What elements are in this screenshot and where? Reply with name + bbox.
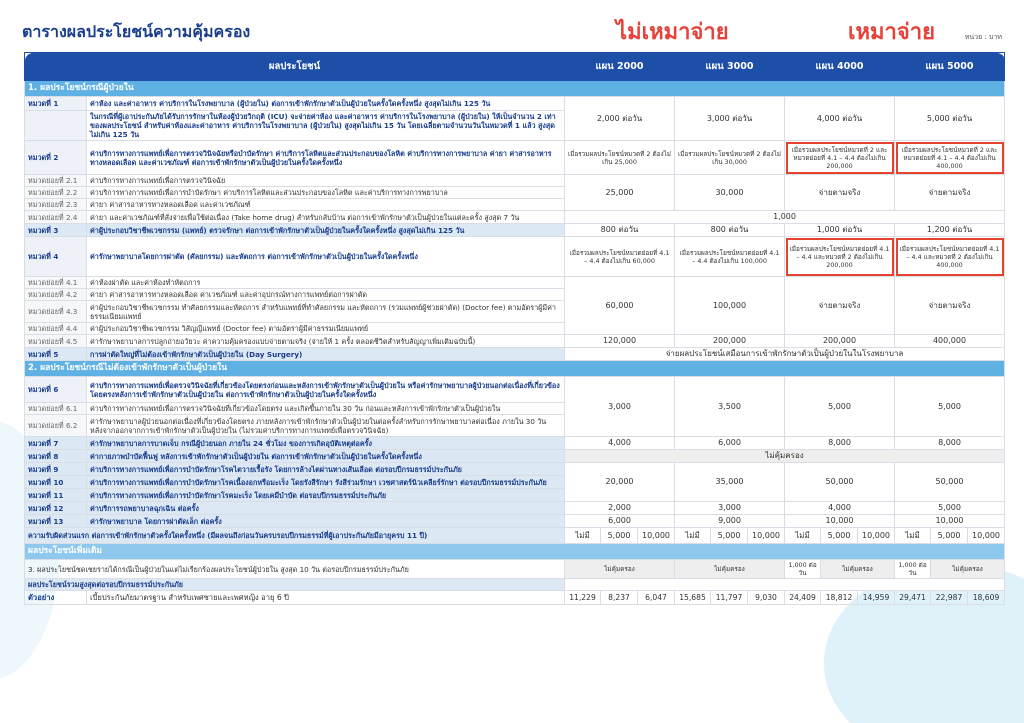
cell-value: 120,000: [565, 335, 675, 348]
cell-value: 5,000: [931, 528, 968, 544]
cell-value: 10,000: [748, 528, 785, 544]
cell-value: ไม่มี: [675, 528, 711, 544]
row-desc: ค่าบริการทางการแพทย์เพื่อการบำบัดรักษาโรคไตวายเรื้อรัง โดยการล้างไตผ่านทางเส้นเลือด ต่อรอบปีกรมธรรม์ประกันภัย: [87, 463, 565, 476]
table-row: [25, 377, 1005, 403]
cell-value: 5,000: [785, 377, 895, 437]
cell-value: เมื่อรวมผลประโยชน์หมวดย่อยที่ 4.1 – 4.4 และหมวดที่ 2 ต้องไม่เกิน 400,000: [895, 237, 1005, 277]
row-code: หมวดย่อยที่ 4.4: [25, 323, 87, 335]
cell-value: 1,000 ต่อวัน: [785, 560, 821, 579]
cell-value: 8,000: [785, 437, 895, 450]
row-desc: ค่าบริการรถพยาบาลฉุกเฉิน ต่อครั้ง: [87, 502, 565, 515]
row-desc: ค่าบริการทางการแพทย์เพื่อตรวจวินิจฉัยที่เกี่ยวข้องโดยตรงก่อนและหลังการเข้าพักรักษาตัวเป็นผู้ป่วยใน หรือค่ารักษาพยาบาลผู้ป่วยนอกต่อเนื่องที่เกี่ยวข้องโดยตรงหลังการเข้าพักรักษาตัวเป็นผู้ป่วยใน ต่อการเข้าพักรักษาตัวเป็นผู้ป่วยในครั้งใดครั้งหนึ่ง: [87, 377, 565, 403]
cell-value: 3,000 ต่อวัน: [675, 97, 785, 141]
row-code: หมวดย่อยที่ 4.5: [25, 335, 87, 348]
plan-header: แผน 2000: [565, 53, 675, 81]
cell-value: 5,000: [895, 502, 1005, 515]
table-header-row: [25, 53, 1005, 81]
cell-value: 100,000: [675, 277, 785, 335]
cell-value: 60,000: [565, 277, 675, 335]
table-row: [25, 579, 1005, 591]
cell-value: 10,000: [968, 528, 1005, 544]
premium-value: 24,409: [785, 591, 821, 605]
benefit-header: ผลประโยชน์: [25, 53, 565, 81]
cell-value: เมื่อรวมผลประโยชน์หมวดที่ 2 และหมวดย่อยที่ 4.1 – 4.4 ต้องไม่เกิน 400,000: [895, 141, 1005, 175]
cell-value: เมื่อรวมผลประโยชน์หมวดย่อยที่ 4.1 – 4.4 ต้องไม่เกิน 100,000: [675, 237, 785, 277]
cell-value: 8,000: [895, 437, 1005, 450]
row-code: หมวดที่ 10: [25, 476, 87, 489]
premium-value: 22,987: [931, 591, 968, 605]
premium-value: 11,229: [565, 591, 601, 605]
section-title: 1. ผลประโยชน์กรณีผู้ป่วยใน: [25, 81, 1005, 97]
cell-value: 1,000 ต่อวัน: [785, 224, 895, 237]
table-row: [25, 277, 1005, 289]
premium-value: 11,797: [711, 591, 748, 605]
benefit-table: [24, 52, 1005, 605]
cell-value: ไม่คุ้มครอง: [821, 560, 895, 579]
table-row: [25, 560, 1005, 579]
row-desc: ค่าบริการทางการแพทย์เพื่อการตรวจวินิจฉัยที่เกี่ยวข้องโดยตรง และเกิดขึ้นภายใน 30 วัน ก่อนและหลังการเข้าพักรักษาตัวเป็นผู้ป่วยใน: [87, 403, 565, 415]
example-row: [25, 591, 1005, 605]
table-row: [25, 237, 1005, 277]
cell-value: จ่ายตามจริง: [895, 277, 1005, 335]
cell-value: ไม่คุ้มครอง: [931, 560, 1005, 579]
table-row: [25, 463, 1005, 476]
row-code: หมวดที่ 1: [25, 97, 87, 111]
premium-value: 14,959: [858, 591, 895, 605]
row-code: หมวดย่อยที่ 6.1: [25, 403, 87, 415]
cell-value: จ่ายตามจริง: [785, 175, 895, 211]
row-desc: ผลประโยชน์รวมสูงสุดต่อรอบปีกรมธรรม์ประกันภัย: [25, 579, 565, 591]
section-row: [25, 81, 1005, 97]
row-desc: ค่าผู้ประกอบวิชาชีพเวชกรรม วิสัญญีแพทย์ (Doctor fee) ตามอัตราผู้มีค่าธรรมเนียมแพทย์: [87, 323, 565, 335]
row-desc: ค่าห้อง และค่าอาหาร ค่าบริการในโรงพยาบาล (ผู้ป่วยใน) ต่อการเข้าพักรักษาตัวเป็นผู้ป่วยในครั้งใดครั้งหนึ่ง สูงสุดไม่เกิน 125 วัน: [87, 97, 565, 111]
row-desc: 3. ผลประโยชน์ชดเชยรายได้กรณีเป็นผู้ป่วยในแต่ไม่เรียกร้องผลประโยชน์ผู้ป่วยใน สูงสุด 10 วัน ต่อรอบปีกรมธรรม์ประกันภัย: [25, 560, 565, 579]
row-desc: ค่ารักษาพยาบาลโดยการผ่าตัด (ศัลยกรรม) และหัตถการ ต่อการเข้าพักรักษาตัวเป็นผู้ป่วยในครั้งใดครั้งหนึ่ง: [87, 237, 565, 277]
row-desc: ค่ายา และค่าเวชภัณฑ์ที่สั่งจ่ายเพื่อใช้ต่อเนื่อง (Take home drug) สำหรับกลับบ้าน ต่อการเข้าพักรักษาตัวเป็นผู้ป่วยในแต่ละครั้ง สูงสุด 7 วัน: [87, 211, 565, 224]
row-code: หมวดย่อยที่ 2.4: [25, 211, 87, 224]
cell-value: ไม่มี: [895, 528, 931, 544]
row-code: หมวดย่อยที่ 4.2: [25, 289, 87, 301]
row-desc: ค่ารักษาพยาบาลการบาดเจ็บ กรณีผู้ป่วยนอก ภายใน 24 ชั่วโมง ของการเกิดอุบัติเหตุต่อครั้ง: [87, 437, 565, 450]
table-row: [25, 515, 1005, 528]
row-code: หมวดย่อยที่ 2.3: [25, 199, 87, 211]
row-code: หมวดที่ 12: [25, 502, 87, 515]
cell-value: 10,000: [785, 515, 895, 528]
cell-value: 1,000 ต่อวัน: [895, 560, 931, 579]
cell-value: 3,000: [675, 502, 785, 515]
cell-value: 30,000: [675, 175, 785, 211]
cell-value: 5,000: [821, 528, 858, 544]
cell-value: 20,000: [565, 463, 675, 502]
section-row: [25, 544, 1005, 560]
row-desc: ค่ารักษาพยาบาลผู้ป่วยนอกต่อเนื่องที่เกี่ยวข้องโดยตรง ภายหลังการเข้าพักรักษาตัวเป็นผู้ป่วยในต่อครั้งสำหรับการรักษาพยาบาลต่อเนื่อง ภายใน 30 วัน หลังจากออกจากการเข้าพักรักษาตัวเป็นผู้ป่วยใน (ไม่รวมค่าบริการทางการแพทย์เพื่อตรวจวินิจฉัย): [87, 415, 565, 437]
row-desc: ค่าบริการทางการแพทย์เพื่อการบำบัดรักษา ค่าบริการโลหิตและส่วนประกอบของโลหิต และค่าบริการทางการพยาบาล: [87, 187, 565, 199]
row-desc: ค่าบริการทางการแพทย์เพื่อการบำบัดรักษาโรคมะเร็ง โดยเคมีบำบัด ต่อรอบปีกรมธรรม์ประกันภัย: [87, 489, 565, 502]
cell-value: 6,000: [565, 515, 675, 528]
section-title: 2. ผลประโยชน์กรณีไม่ต้องเข้าพักรักษาตัวเป็นผู้ป่วยใน: [25, 361, 1005, 377]
table-row: [25, 97, 1005, 111]
cell-value: 50,000: [895, 463, 1005, 502]
plan-header: แผน 4000: [785, 53, 895, 81]
row-desc: ค่าบริการทางการแพทย์เพื่อการตรวจวินิจฉัย: [87, 175, 565, 187]
cell-value: 5,000: [711, 528, 748, 544]
cell-value: 5,000 ต่อวัน: [895, 97, 1005, 141]
cell-value: ไม่มี: [565, 528, 601, 544]
cell-value: 4,000: [785, 502, 895, 515]
cell-value: 3,000: [565, 377, 675, 437]
row-desc: ค่าผู้ประกอบวิชาชีพเวชกรรม (แพทย์) ตรวจรักษา ต่อการเข้าพักรักษาตัวเป็นผู้ป่วยในครั้งใดครั้งหนึ่ง สูงสุดไม่เกิน 125 วัน: [87, 224, 565, 237]
row-desc: ความรับผิดส่วนแรก ต่อการเข้าพักรักษาตัวครั้งใดครั้งหนึ่ง (มีผลจนถึงก่อนวันครบรอบปีกรมธรรม์ที่ผู้เอาประกันภัยมีอายุครบ 11 ปี): [25, 528, 565, 544]
cell-value: เมื่อรวมผลประโยชน์หมวดที่ 2 ต้องไม่เกิน 25,000: [565, 141, 675, 175]
table-row: [25, 175, 1005, 187]
cell-value: 25,000: [565, 175, 675, 211]
example-desc: เบี้ยประกันภัยมาตรฐาน สำหรับเพศชายและเพศหญิง อายุ 6 ปี: [87, 591, 565, 605]
cell-value: 4,000 ต่อวัน: [785, 97, 895, 141]
row-code: หมวดที่ 11: [25, 489, 87, 502]
cell-value: 1,000: [565, 211, 1005, 224]
cell-value: 4,000: [565, 437, 675, 450]
row-desc: ในกรณีที่ผู้เอาประกันภัยได้รับการรักษาในห้องผู้ป่วยวิกฤติ (ICU) จะจ่ายค่าห้อง และค่าอาหาร ค่าบริการในโรงพยาบาล (ผู้ป่วยใน) ให้เป็นจำนวน 2 เท่าของผลประโยชน์ สำหรับค่าห้องและค่าอาหาร ค่าบริการในโรงพยาบาล (ผู้ป่วยใน) สูงสุดไม่เกิน 15 วัน โดยเฉลี่ยตามจำนวนวันในหมวดที่ 1 แล้ว สูงสุดไม่เกิน 125 วัน: [87, 111, 565, 141]
cell-value: จ่ายตามจริง: [895, 175, 1005, 211]
cell-value: จ่ายตามจริง: [785, 277, 895, 335]
cell-value: จ่ายผลประโยชน์เสมือนการเข้าพักรักษาตัวเป็นผู้ป่วยในในโรงพยาบาล: [565, 348, 1005, 361]
row-desc: การผ่าตัดใหญ่ที่ไม่ต้องเข้าพักรักษาตัวเป็นผู้ป่วยใน (Day Surgery): [87, 348, 565, 361]
row-desc: ค่าบริการทางการแพทย์เพื่อการตรวจวินิจฉัยหรือบำบัดรักษา ค่าบริการโลหิตและส่วนประกอบของโลหิต ค่าบริการทางการพยาบาล ค่ายา ค่าสารอาหารทางหลอดเลือด และค่าเวชภัณฑ์ ต่อการเข้าพักรักษาตัวเป็นผู้ป่วยในครั้งใดครั้งหนึ่ง: [87, 141, 565, 175]
cell-value: 200,000: [675, 335, 785, 348]
plan-header: แผน 5000: [895, 53, 1005, 81]
cell-value: 10,000: [858, 528, 895, 544]
lump-sum-label: เหมาจ่าย: [848, 20, 936, 45]
cell-value: เมื่อรวมผลประโยชน์หมวดย่อยที่ 4.1 – 4.4 ต้องไม่เกิน 60,000: [565, 237, 675, 277]
row-desc: ค่ากายภาพบำบัดฟื้นฟู หลังการเข้าพักรักษาตัวเป็นผู้ป่วยใน ต่อการเข้าพักรักษาตัวเป็นผู้ป่วยในครั้งใดครั้งหนึ่ง: [87, 450, 565, 463]
row-code: หมวดที่ 5: [25, 348, 87, 361]
premium-value: 6,047: [638, 591, 675, 605]
page-header: [22, 20, 1002, 50]
row-code: หมวดที่ 8: [25, 450, 87, 463]
row-code: หมวดที่ 6: [25, 377, 87, 403]
not-lump-sum-label: ไม่เหมาจ่าย: [616, 20, 729, 45]
table-row: [25, 335, 1005, 348]
table-row: [25, 211, 1005, 224]
row-desc: ค่าผู้ประกอบวิชาชีพเวชกรรม ทำศัลยกรรมและหัตถการ สำหรับแพทย์ที่ทำศัลยกรรม และหัตถการ (รวมแพทย์ผู้ช่วยผ่าตัด) (Doctor fee) ตามอัตราผู้มีค่าธรรมเนียมแพทย์: [87, 301, 565, 323]
cell-value: ไม่มี: [785, 528, 821, 544]
table-row: [25, 437, 1005, 450]
cell-value: 3,500: [675, 377, 785, 437]
row-code: หมวดที่ 13: [25, 515, 87, 528]
cell-value: 9,000: [675, 515, 785, 528]
cell-value: ไม่คุ้มครอง: [565, 560, 675, 579]
plan-header: แผน 3000: [675, 53, 785, 81]
premium-value: 8,237: [601, 591, 638, 605]
cell-value: 800 ต่อวัน: [565, 224, 675, 237]
table-row: [25, 348, 1005, 361]
cell-value: เมื่อรวมผลประโยชน์หมวดย่อยที่ 4.1 – 4.4 และหมวดที่ 2 ต้องไม่เกิน 200,000: [785, 237, 895, 277]
cell-value: ไม่คุ้มครอง: [675, 560, 785, 579]
row-code: หมวดย่อยที่ 2.2: [25, 187, 87, 199]
cell-value: 35,000: [675, 463, 785, 502]
section-row: [25, 361, 1005, 377]
example-label: ตัวอย่าง: [25, 591, 87, 605]
row-code: หมวดที่ 7: [25, 437, 87, 450]
table-row: [25, 224, 1005, 237]
row-code: หมวดที่ 2: [25, 141, 87, 175]
unit-label: หน่วย : บาท: [964, 33, 1002, 41]
row-code: หมวดที่ 3: [25, 224, 87, 237]
premium-value: 18,812: [821, 591, 858, 605]
cell-value: เมื่อรวมผลประโยชน์หมวดที่ 2 ต้องไม่เกิน 30,000: [675, 141, 785, 175]
row-code: หมวดย่อยที่ 6.2: [25, 415, 87, 437]
cell-value: 5,000: [895, 377, 1005, 437]
cell-value: 10,000: [638, 528, 675, 544]
row-code: หมวดย่อยที่ 2.1: [25, 175, 87, 187]
row-code: หมวดย่อยที่ 4.1: [25, 277, 87, 289]
table-row: [25, 450, 1005, 463]
table-row: [25, 502, 1005, 515]
cell-value: 2,000: [565, 502, 675, 515]
premium-value: 29,471: [895, 591, 931, 605]
cell-value: 2,000 ต่อวัน: [565, 97, 675, 141]
row-code: หมวดย่อยที่ 4.3: [25, 301, 87, 323]
premium-value: 18,609: [968, 591, 1005, 605]
deductible-row: [25, 528, 1005, 544]
row-desc: ค่ายา ค่าสารอาหารทางหลอดเลือด และค่าเวชภัณฑ์: [87, 199, 565, 211]
row-desc: ค่ารักษาพยาบาล โดยการผ่าตัดเล็ก ต่อครั้ง: [87, 515, 565, 528]
premium-value: 9,030: [748, 591, 785, 605]
cell-value: 10,000: [895, 515, 1005, 528]
row-desc: ค่ายา ค่าสารอาหารทางหลอดเลือด ค่าเวชภัณฑ์ และค่าอุปกรณ์ทางการแพทย์ต่อการผ่าตัด: [87, 289, 565, 301]
section-title: ผลประโยชน์เพิ่มเติม: [25, 544, 1005, 560]
row-desc: ค่ารักษาพยาบาลการปลูกถ่ายอวัยวะ ค่าความคุ้มครองแบบจ่ายตามจริง (จ่ายให้ 1 ครั้ง ตลอดชีวิตสำหรับสัญญาเพิ่มเติมฉบับนี้): [87, 335, 565, 348]
row-code: หมวดที่ 9: [25, 463, 87, 476]
row-code: หมวดที่ 4: [25, 237, 87, 277]
cell-value: 200,000: [785, 335, 895, 348]
table-row: [25, 141, 1005, 175]
cell-value: 400,000: [895, 335, 1005, 348]
cell-value: 1,200 ต่อวัน: [895, 224, 1005, 237]
premium-value: 15,685: [675, 591, 711, 605]
cell-value: 50,000: [785, 463, 895, 502]
cell-value: 800 ต่อวัน: [675, 224, 785, 237]
cell-value: ไม่คุ้มครอง: [565, 450, 1005, 463]
cell-value: 6,000: [675, 437, 785, 450]
row-desc: ค่าห้องผ่าตัด และค่าห้องทำหัตถการ: [87, 277, 565, 289]
row-desc: ค่าบริการทางการแพทย์เพื่อการบำบัดรักษาโรคเนื้องอกหรือมะเร็ง โดยรังสีรักษา รังสีร่วมรักษา เวชศาสตร์นิวเคลียร์รักษา ต่อรอบปีกรมธรรม์ประกันภัย: [87, 476, 565, 489]
cell-value: 5,000: [601, 528, 638, 544]
cell-value: เมื่อรวมผลประโยชน์หมวดที่ 2 และหมวดย่อยที่ 4.1 – 4.4 ต้องไม่เกิน 200,000: [785, 141, 895, 175]
page-title: ตารางผลประโยชน์ความคุ้มครอง: [22, 22, 251, 41]
